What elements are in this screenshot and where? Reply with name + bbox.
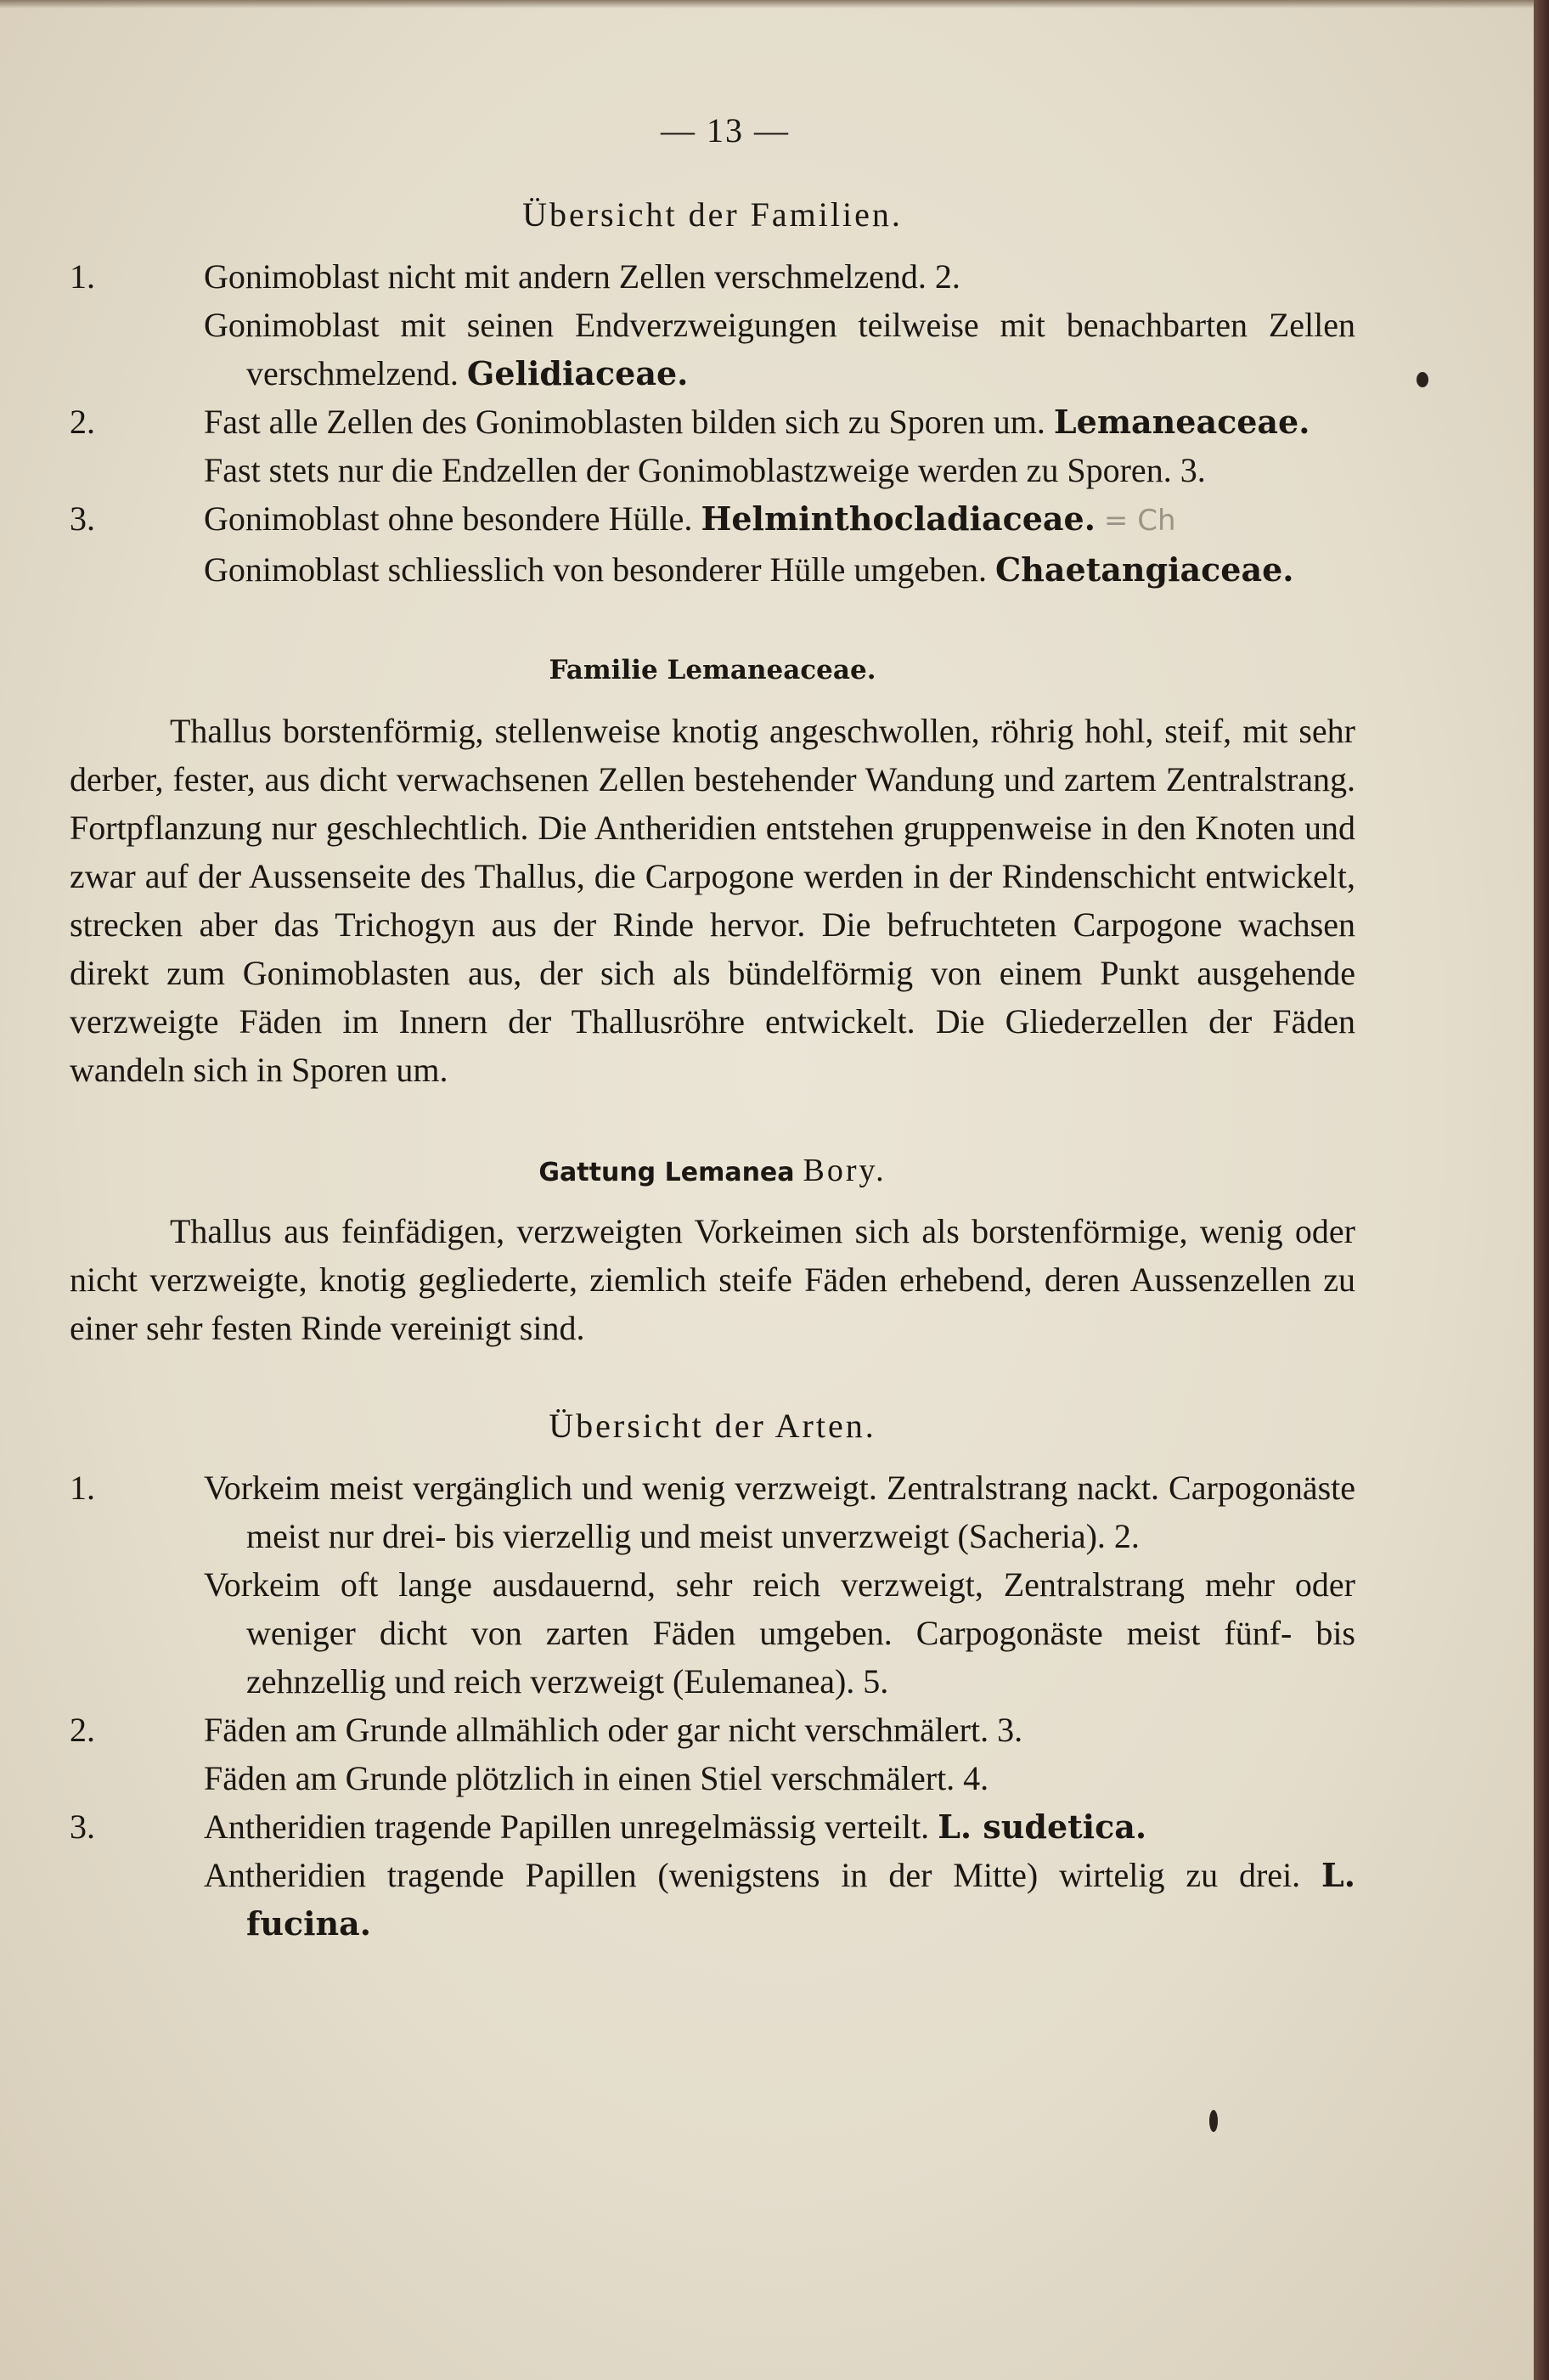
key-alternative: Fast alle Zellen des Gonimoblasten bilden sich zu Sporen um. Lemaneaceae.	[204, 403, 1310, 441]
family-description	[70, 707, 1355, 1094]
species-overview-heading: Übersicht der Arten.	[549, 1407, 876, 1445]
entry-number: 1.	[70, 257, 95, 296]
key-alternative: Fäden am Grunde allmählich oder gar nicht verschmälert. 3.	[204, 1711, 1023, 1749]
genus-description-text: Thallus aus feinfädigen, verzweigten Vorkeimen sich als borstenförmige, wenig oder nicht verzweigte, knotig gegliederte, ziemlich steife Fäden erhebend, deren Aussenzellen zu einer sehr festen Rinde vereinigt sind.	[70, 1212, 1355, 1347]
key-alternative: Fäden am Grunde plötzlich in einen Stiel verschmälert. 4.	[204, 1759, 989, 1797]
genus-name: Gattung Lemanea	[538, 1158, 795, 1187]
key-alternative: Antheridien tragende Papillen unregelmässig verteilt. L. sudetica.	[204, 1808, 1147, 1846]
genus-description	[70, 1207, 1355, 1352]
family-name: Chaetangiaceae.	[995, 550, 1294, 589]
page-number: — 13 —	[661, 111, 790, 149]
key-alternative: Gonimoblast ohne besondere Hülle. Helminthocladiaceae. = Ch	[204, 499, 1176, 538]
pencil-margin-note: = Ch	[1103, 504, 1176, 538]
key-alternative: Antheridien tragende Papillen (wenigstens in der Mitte) wirtelig zu drei. L. fucina.	[204, 1856, 1355, 1943]
ink-spot	[1417, 372, 1428, 387]
entry-number: 2.	[70, 403, 95, 441]
species-key-entry-3	[70, 1802, 1355, 1948]
entry-number: 3.	[70, 1808, 95, 1846]
entry-number: 3.	[70, 499, 95, 538]
entry-number: 1.	[70, 1469, 95, 1507]
family-key-entry-2	[70, 398, 1355, 494]
key-alternative: Gonimoblast schliesslich von besonderer Hülle umgeben. Chaetangiaceae.	[204, 550, 1294, 589]
species-key-entry-2	[70, 1706, 1355, 1802]
families-overview-heading: Übersicht der Familien.	[522, 195, 903, 234]
key-alternative: Gonimoblast nicht mit andern Zellen verschmelzend. 2.	[204, 257, 960, 296]
family-name: Helminthocladiaceae.	[701, 499, 1096, 538]
key-alternative: Gonimoblast mit seinen Endverzweigungen teilweise mit benachbarten Zellen verschmelzend. Gelidiaceae.	[204, 306, 1355, 392]
genus-author: Bory.	[803, 1153, 887, 1188]
family-name: Gelidiaceae.	[466, 354, 689, 392]
page-content	[70, 106, 1355, 1948]
key-alternative: Vorkeim meist vergänglich und wenig verzweigt. Zentralstrang nackt. Carpogonäste meist nur drei- bis vierzellig und meist unverzweigt (Sacheria). 2.	[204, 1469, 1355, 1555]
ink-spot	[1209, 2110, 1218, 2132]
book-binding-edge	[1534, 0, 1549, 2380]
family-key-entry-3	[70, 494, 1355, 594]
entry-number: 2.	[70, 1711, 95, 1749]
species-name: L. sudetica.	[938, 1808, 1147, 1846]
family-heading: Familie Lemaneaceae.	[549, 655, 876, 685]
family-name: Lemaneaceae.	[1053, 403, 1310, 441]
page-top-edge	[0, 0, 1549, 8]
family-description-text: Thallus borstenförmig, stellenweise knotig angeschwollen, röhrig hohl, steif, mit sehr derber, fester, aus dicht verwachsenen Zellen bestehender Wandung und zartem Zentralstrang. Fortpflanzung nur geschlechtlich. Die Antheridien entstehen gruppenweise in den Knoten und zwar auf der Aussenseite des Thallus, die Carpogone werden in der Rindenschicht entwickelt, strecken aber das Trichogyn aus der Rinde hervor. Die befruchteten Carpogone wachsen direkt zum Gonimoblasten aus, der sich als bündelförmig von einem Punkt ausgehende verzweigte Fäden im Innern der Thallusröhre entwickelt. Die Gliederzellen der Fäden wandeln sich in Sporen um.	[70, 712, 1355, 1089]
genus-heading	[70, 1145, 1355, 1197]
species-name: L. fucina.	[246, 1856, 1355, 1943]
key-alternative: Fast stets nur die Endzellen der Gonimoblastzweige werden zu Sporen. 3.	[204, 451, 1206, 489]
species-key-entry-1	[70, 1464, 1355, 1706]
key-alternative: Vorkeim oft lange ausdauernd, sehr reich verzweigt, Zentralstrang mehr oder weniger dicht von zarten Fäden umgeben. Carpogonäste meist fünf- bis zehnzellig und reich verzweigt (Eulemanea). 5.	[204, 1565, 1355, 1700]
family-key-entry-1	[70, 252, 1355, 398]
